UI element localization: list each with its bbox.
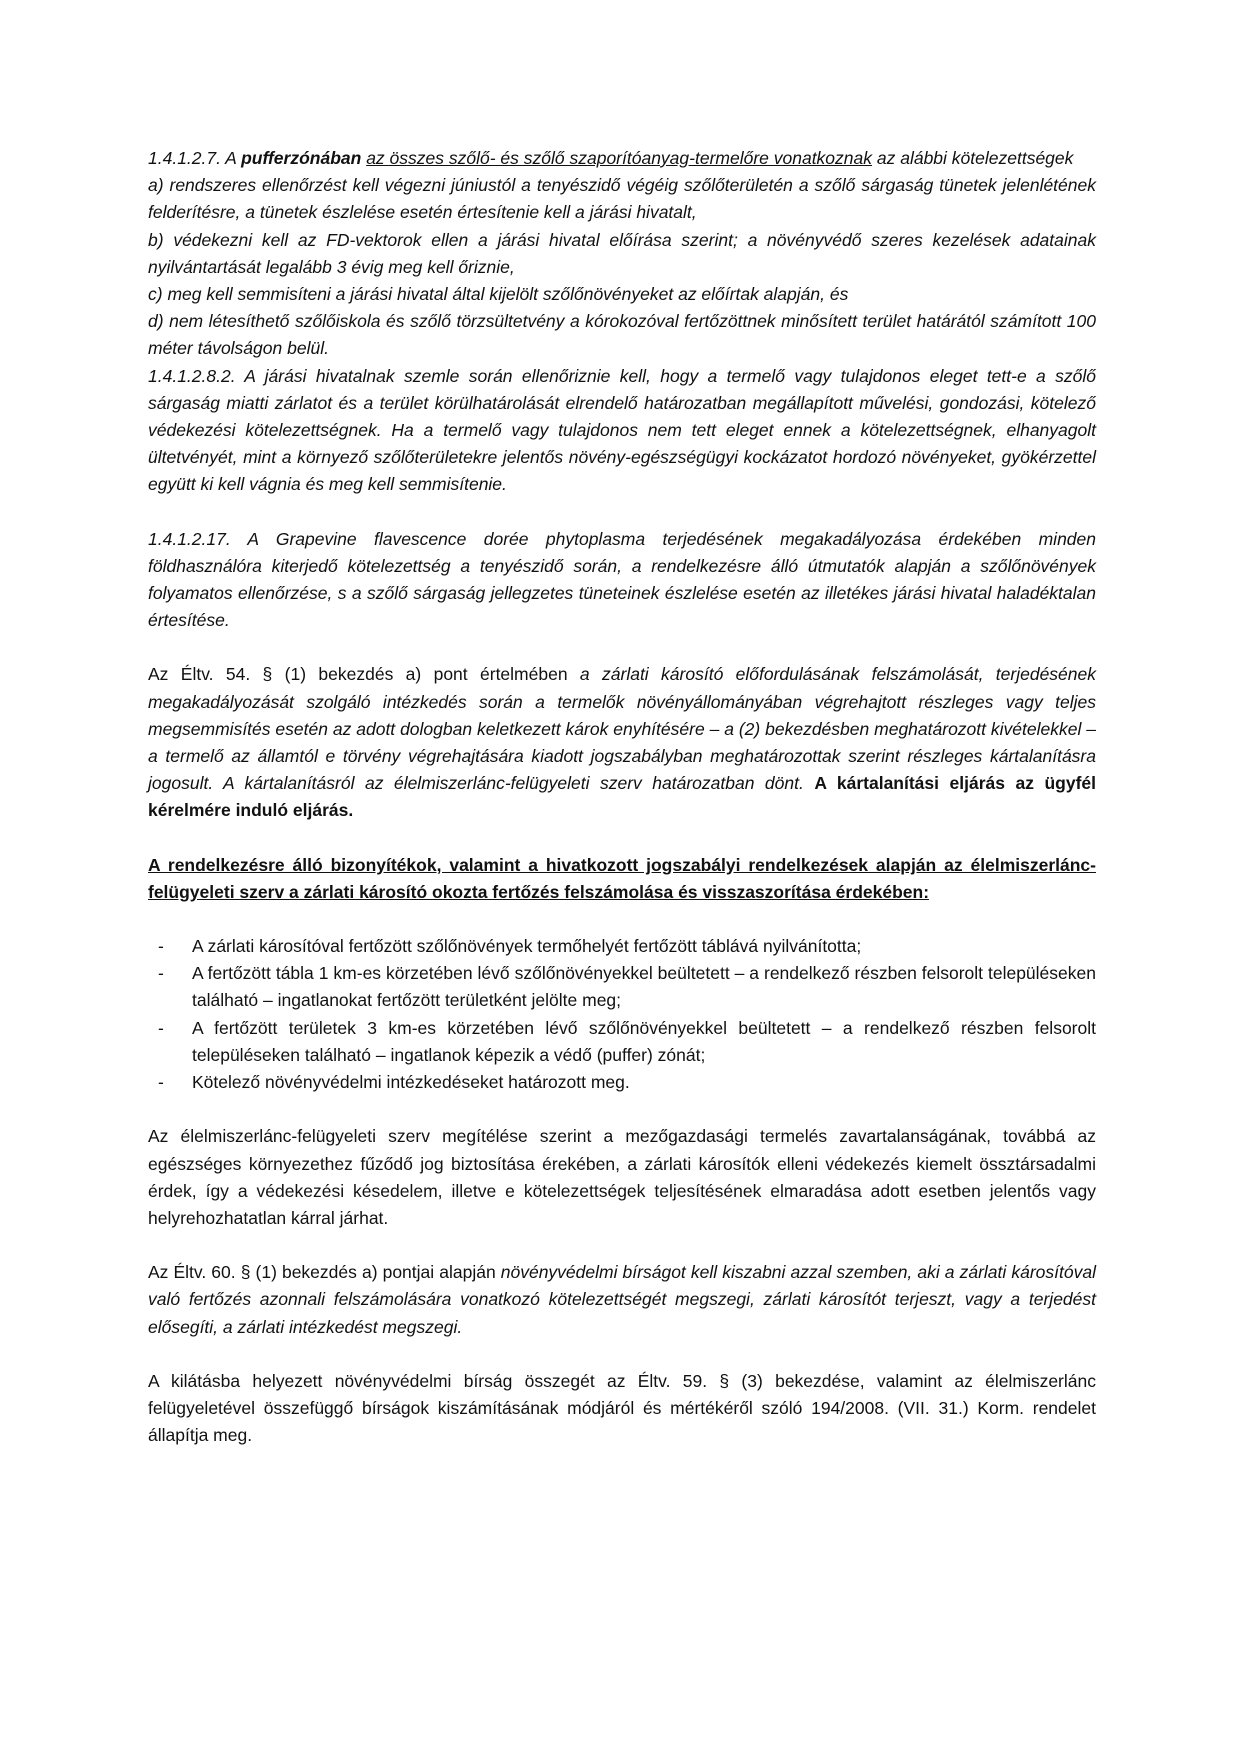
bold-statement: A kártalanítási eljárás az ügyfél kérelmére induló eljárás. bbox=[148, 773, 1096, 821]
underlined-phrase: az összes szőlő- és szőlő szaporítóanyag-termelőre vonatkoznak bbox=[366, 148, 873, 168]
obligation-item-d: d) nem létesíthető szőlőiskola és szőlő törzsültetvény a kórokozóval fertőzöttnek minősített terület határától számított 100 méter távolságon belül. bbox=[148, 311, 1096, 359]
paragraph-eltv-60 bbox=[148, 1259, 1096, 1341]
dash-bullet-icon: - bbox=[158, 963, 164, 984]
section-intro bbox=[148, 145, 1096, 172]
quoted-law-text: növényvédelmi bírságot kell kiszabni azzal szemben, aki a zárlati károsítóval való fertőzés azonnali felszámolására vonatkozó kötelezettségét megszegi, zárlati károsítót terjeszt, vagy a terjedést elősegíti, a zárlati intézkedést megszegi. bbox=[148, 1262, 1096, 1337]
dash-bullet-icon: - bbox=[158, 1072, 164, 1093]
paragraph-fine: A kilátásba helyezett növényvédelmi bírság összegét az Éltv. 59. § (3) bekezdése, valamint az élelmiszerlánc felügyeletével összefüggő bírságok kiszámításának módjáról és mértékéről szóló 194/2008. (VII. 31.) Korm. rendelet állapítja meg. bbox=[148, 1370, 1096, 1446]
section-1-4-1-2-8-2: 1.4.1.2.8.2. A járási hivatalnak szemle során ellenőriznie kell, hogy a termelő vagy tulajdonos eleget tett-e a szőlő sárgaság miatti zárlatot és a terület körülhatárolását elrendelő határozatban megállapított művelési, gondozási, kötelező védekezési kötelezettségnek. Ha a termelő vagy tulajdonos nem tett eleget ennek a kötelezettségnek, elhanyagolt ültetvényét, mint a környező szőlőterületekre jelentős növény-egészségügyi kockázatot hordozó növényeket, gyökérzettel együtt ki kell vágnia és meg kell semmisítenie. bbox=[148, 365, 1096, 495]
dash-bullet-icon: - bbox=[158, 1017, 164, 1038]
quoted-law-text: a zárlati károsító előfordulásának felszámolását, terjedésének megakadályozását szolgáló intézkedés során a termelők növényállományában végrehajtott részleges vagy teljes megsemmisítés esetén az adott dologban keletkezett károk enyhítésére – a (2) bekezdésben meghatározott kivételekkel – a termelő az államtól e törvény végrehajtására kiadott jogszabályban meghatározottak szerint részleges kártalanításra jogosult. A kártalanításról az élelmiszerlánc-felügyeleti szerv határozatban dönt. bbox=[148, 664, 1096, 794]
list-item: - Kötelező növényvédelmi intézkedéseket határozott meg. bbox=[148, 1069, 1096, 1096]
obligation-item-b: b) védekezni kell az FD-vektorok ellen a járási hivatal előírása szerint; a növényvédő szeres kezelések adatainak nyilvántartását legalább 3 évig meg kell őriznie, bbox=[148, 229, 1096, 277]
obligation-item-c: c) meg kell semmisíteni a járási hivatal által kijelölt szőlőnövényeket az előírtak alapján, és bbox=[148, 284, 849, 305]
obligation-item-a: a) rendszeres ellenőrzést kell végezni júniustól a tenyészidő végéig szőlőterületén a szőlő sárgaság tünetek jelenlétének felderítésre, a tünetek észlelése esetén értesítenie kell a járási hivatalt, bbox=[148, 175, 1096, 223]
section-1-4-1-2-7 bbox=[148, 145, 1096, 363]
document-page bbox=[148, 145, 1096, 1449]
findings-heading: A rendelkezésre álló bizonyítékok, valamint a hivatkozott jogszabályi rendelkezések alapján az élelmiszerlánc-felügyeleti szerv a zárlati károsító okozta fertőzés felszámolása és visszaszorítása érdekében: bbox=[148, 854, 1096, 902]
paragraph-assessment: Az élelmiszerlánc-felügyeleti szerv megítélése szerint a mezőgazdasági termelés zavartalanságának, továbbá az egészséges környezethez fűződő jog biztosítása érekében, a zárlati károsítók elleni védekezés kiemelt össztársadalmi érdek, így a védekezési késedelem, illetve e kötelezettségek teljesítésének elmaradása adott esetben jelentős vagy helyrehozhatatlan kárral járhat. bbox=[148, 1126, 1096, 1228]
list-item: - A fertőzött tábla 1 km-es körzetében lévő szőlőnövényekkel beültetett – a rendelkező részben felsorolt településeken található – ingatlanokat fertőzött területként jelölte meg; bbox=[148, 960, 1096, 1014]
list-item: - A zárlati károsítóval fertőzött szőlőnövények termőhelyét fertőzött táblává nyilvánította; bbox=[148, 933, 1096, 960]
intro-tail: az alábbi kötelezettségek bbox=[872, 148, 1074, 168]
paragraph-lead: Az Éltv. 54. § (1) bekezdés a) pont értelmében bbox=[148, 664, 580, 685]
bold-term: pufferzónában bbox=[241, 148, 362, 168]
paragraph-lead: Az Éltv. 60. § (1) bekezdés a) pontjai alapján bbox=[148, 1262, 501, 1283]
findings-list bbox=[148, 933, 1096, 1096]
list-item: - A fertőzött területek 3 km-es körzetében lévő szőlőnövényekkel beültetett – a rendelkező részben felsorolt településeken található – ingatlanok képezik a védő (puffer) zónát; bbox=[148, 1015, 1096, 1069]
dash-bullet-icon: - bbox=[158, 936, 164, 957]
section-1-4-1-2-17: 1.4.1.2.17. A Grapevine flavescence dorée phytoplasma terjedésének megakadályozása érdekében minden földhasználóra kiterjedő kötelezettség a tenyészidő során, a rendelkezésre álló útmutatók alapján a szőlőnövények folyamatos ellenőrzése, s a szőlő sárgaság jellegzetes tüneteinek észlelése esetén az illetékes járási hivatal haladéktalan értesítése. bbox=[148, 528, 1096, 631]
section-number: 1.4.1.2.7. A bbox=[148, 148, 242, 168]
paragraph-eltv-54 bbox=[148, 661, 1096, 824]
